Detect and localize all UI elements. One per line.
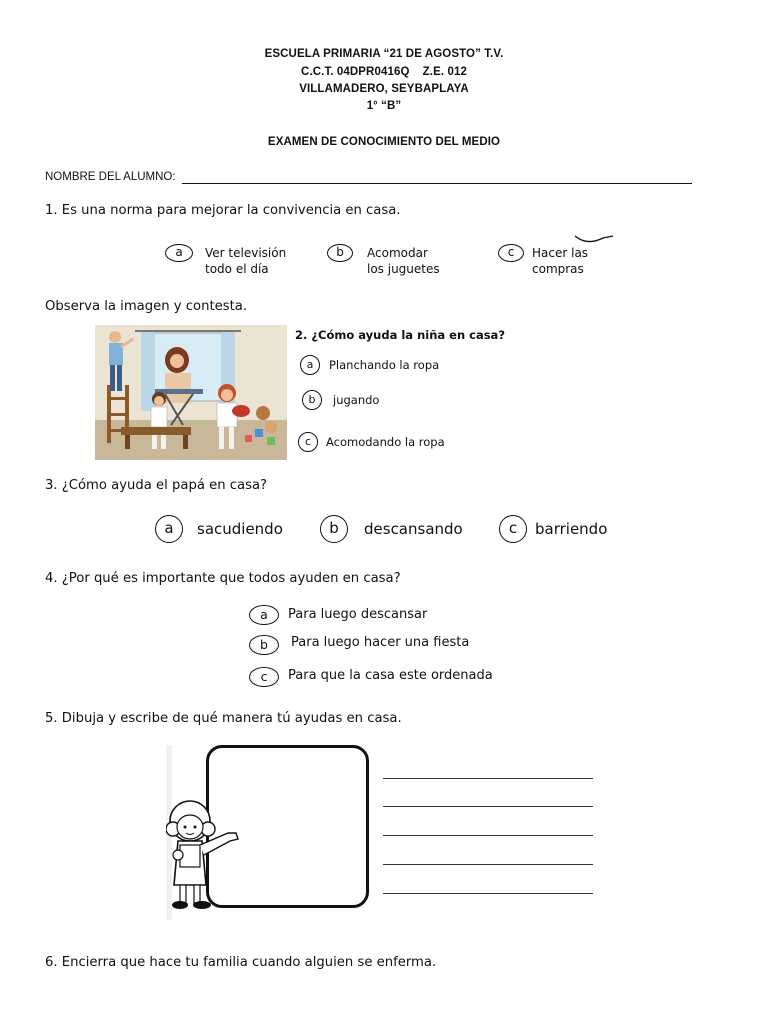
option-letter-c: c: [249, 667, 279, 687]
q4-option-c-text: Para que la casa este ordenada: [288, 668, 493, 683]
option-letter-c: c: [498, 244, 524, 262]
question-3: 3. ¿Cómo ayuda el papá en casa?: [45, 478, 268, 493]
q4-option-b-text: Para luego hacer una fiesta: [291, 635, 470, 650]
q1-option-c-line2: compras: [532, 262, 584, 276]
school-location: VILLAMADERO, SEYBAPLAYA: [299, 83, 469, 95]
q2-option-a-text: Planchando la ropa: [329, 358, 440, 372]
question-5: 5. Dibuja y escribe de qué manera tú ayudas en casa.: [45, 711, 402, 726]
exam-title: EXAMEN DE CONOCIMIENTO DEL MEDIO: [267, 136, 501, 148]
option-letter-a: a: [300, 355, 320, 375]
q1-options: [165, 242, 615, 282]
writing-line-1[interactable]: [383, 778, 593, 779]
question-4: 4. ¿Por qué es importante que todos ayuden en casa?: [45, 571, 401, 586]
option-letter-c: c: [298, 432, 318, 452]
q4-options: [247, 605, 537, 690]
question-6: 6. Encierra que hace tu familia cuando alguien se enferma.: [45, 955, 437, 970]
q3-option-a-text: sacudiendo: [197, 520, 283, 538]
writing-line-3[interactable]: [383, 835, 593, 836]
q2-option-c-text: Acomodando la ropa: [326, 435, 445, 449]
family-chores-illustration: [95, 325, 287, 460]
option-letter-a: a: [249, 605, 279, 625]
q1-option-b-line1: Acomodar: [367, 246, 428, 260]
q3-options: [155, 515, 615, 545]
q3-option-c-text: barriendo: [535, 520, 608, 538]
q4-option-a-text: Para luego descansar: [288, 607, 428, 622]
school-name: ESCUELA PRIMARIA “21 DE AGOSTO” T.V.: [264, 48, 504, 60]
writing-line-5[interactable]: [383, 893, 593, 894]
q1-option-b-line2: los juguetes: [367, 262, 440, 276]
q1-option-c-line1: Hacer las: [532, 246, 589, 260]
q2-option-b-text: jugando: [333, 393, 380, 407]
writing-line-4[interactable]: [383, 864, 593, 865]
option-letter-a: a: [155, 515, 183, 543]
option-letter-a: a: [165, 244, 193, 262]
option-letter-c: c: [499, 515, 527, 543]
option-letter-b: b: [320, 515, 348, 543]
q2-options: [298, 355, 468, 455]
student-name-field[interactable]: [182, 171, 692, 184]
writing-line-2[interactable]: [383, 806, 593, 807]
girl-pointing-illustration: [166, 745, 246, 920]
q1-option-a-line1: Ver televisión: [205, 246, 287, 260]
option-letter-b: b: [327, 244, 353, 262]
student-name-row: [45, 171, 695, 187]
question-1: 1. Es una norma para mejorar la convivencia en casa.: [45, 203, 401, 218]
observe-instruction: Observa la imagen y contesta.: [45, 299, 248, 314]
school-cct: C.C.T. 04DPR0416Q Z.E. 012: [301, 66, 467, 78]
q1-option-a-line2: todo el día: [205, 262, 269, 276]
option-letter-b: b: [249, 635, 279, 655]
student-name-label: NOMBRE DEL ALUMNO:: [45, 171, 176, 183]
option-letter-b: b: [302, 390, 322, 410]
school-grade: 1° “B”: [366, 100, 402, 112]
q3-option-b-text: descansando: [364, 520, 463, 538]
question-2: 2. ¿Cómo ayuda la niña en casa?: [295, 328, 505, 342]
decorative-swirl-icon: [573, 234, 615, 246]
